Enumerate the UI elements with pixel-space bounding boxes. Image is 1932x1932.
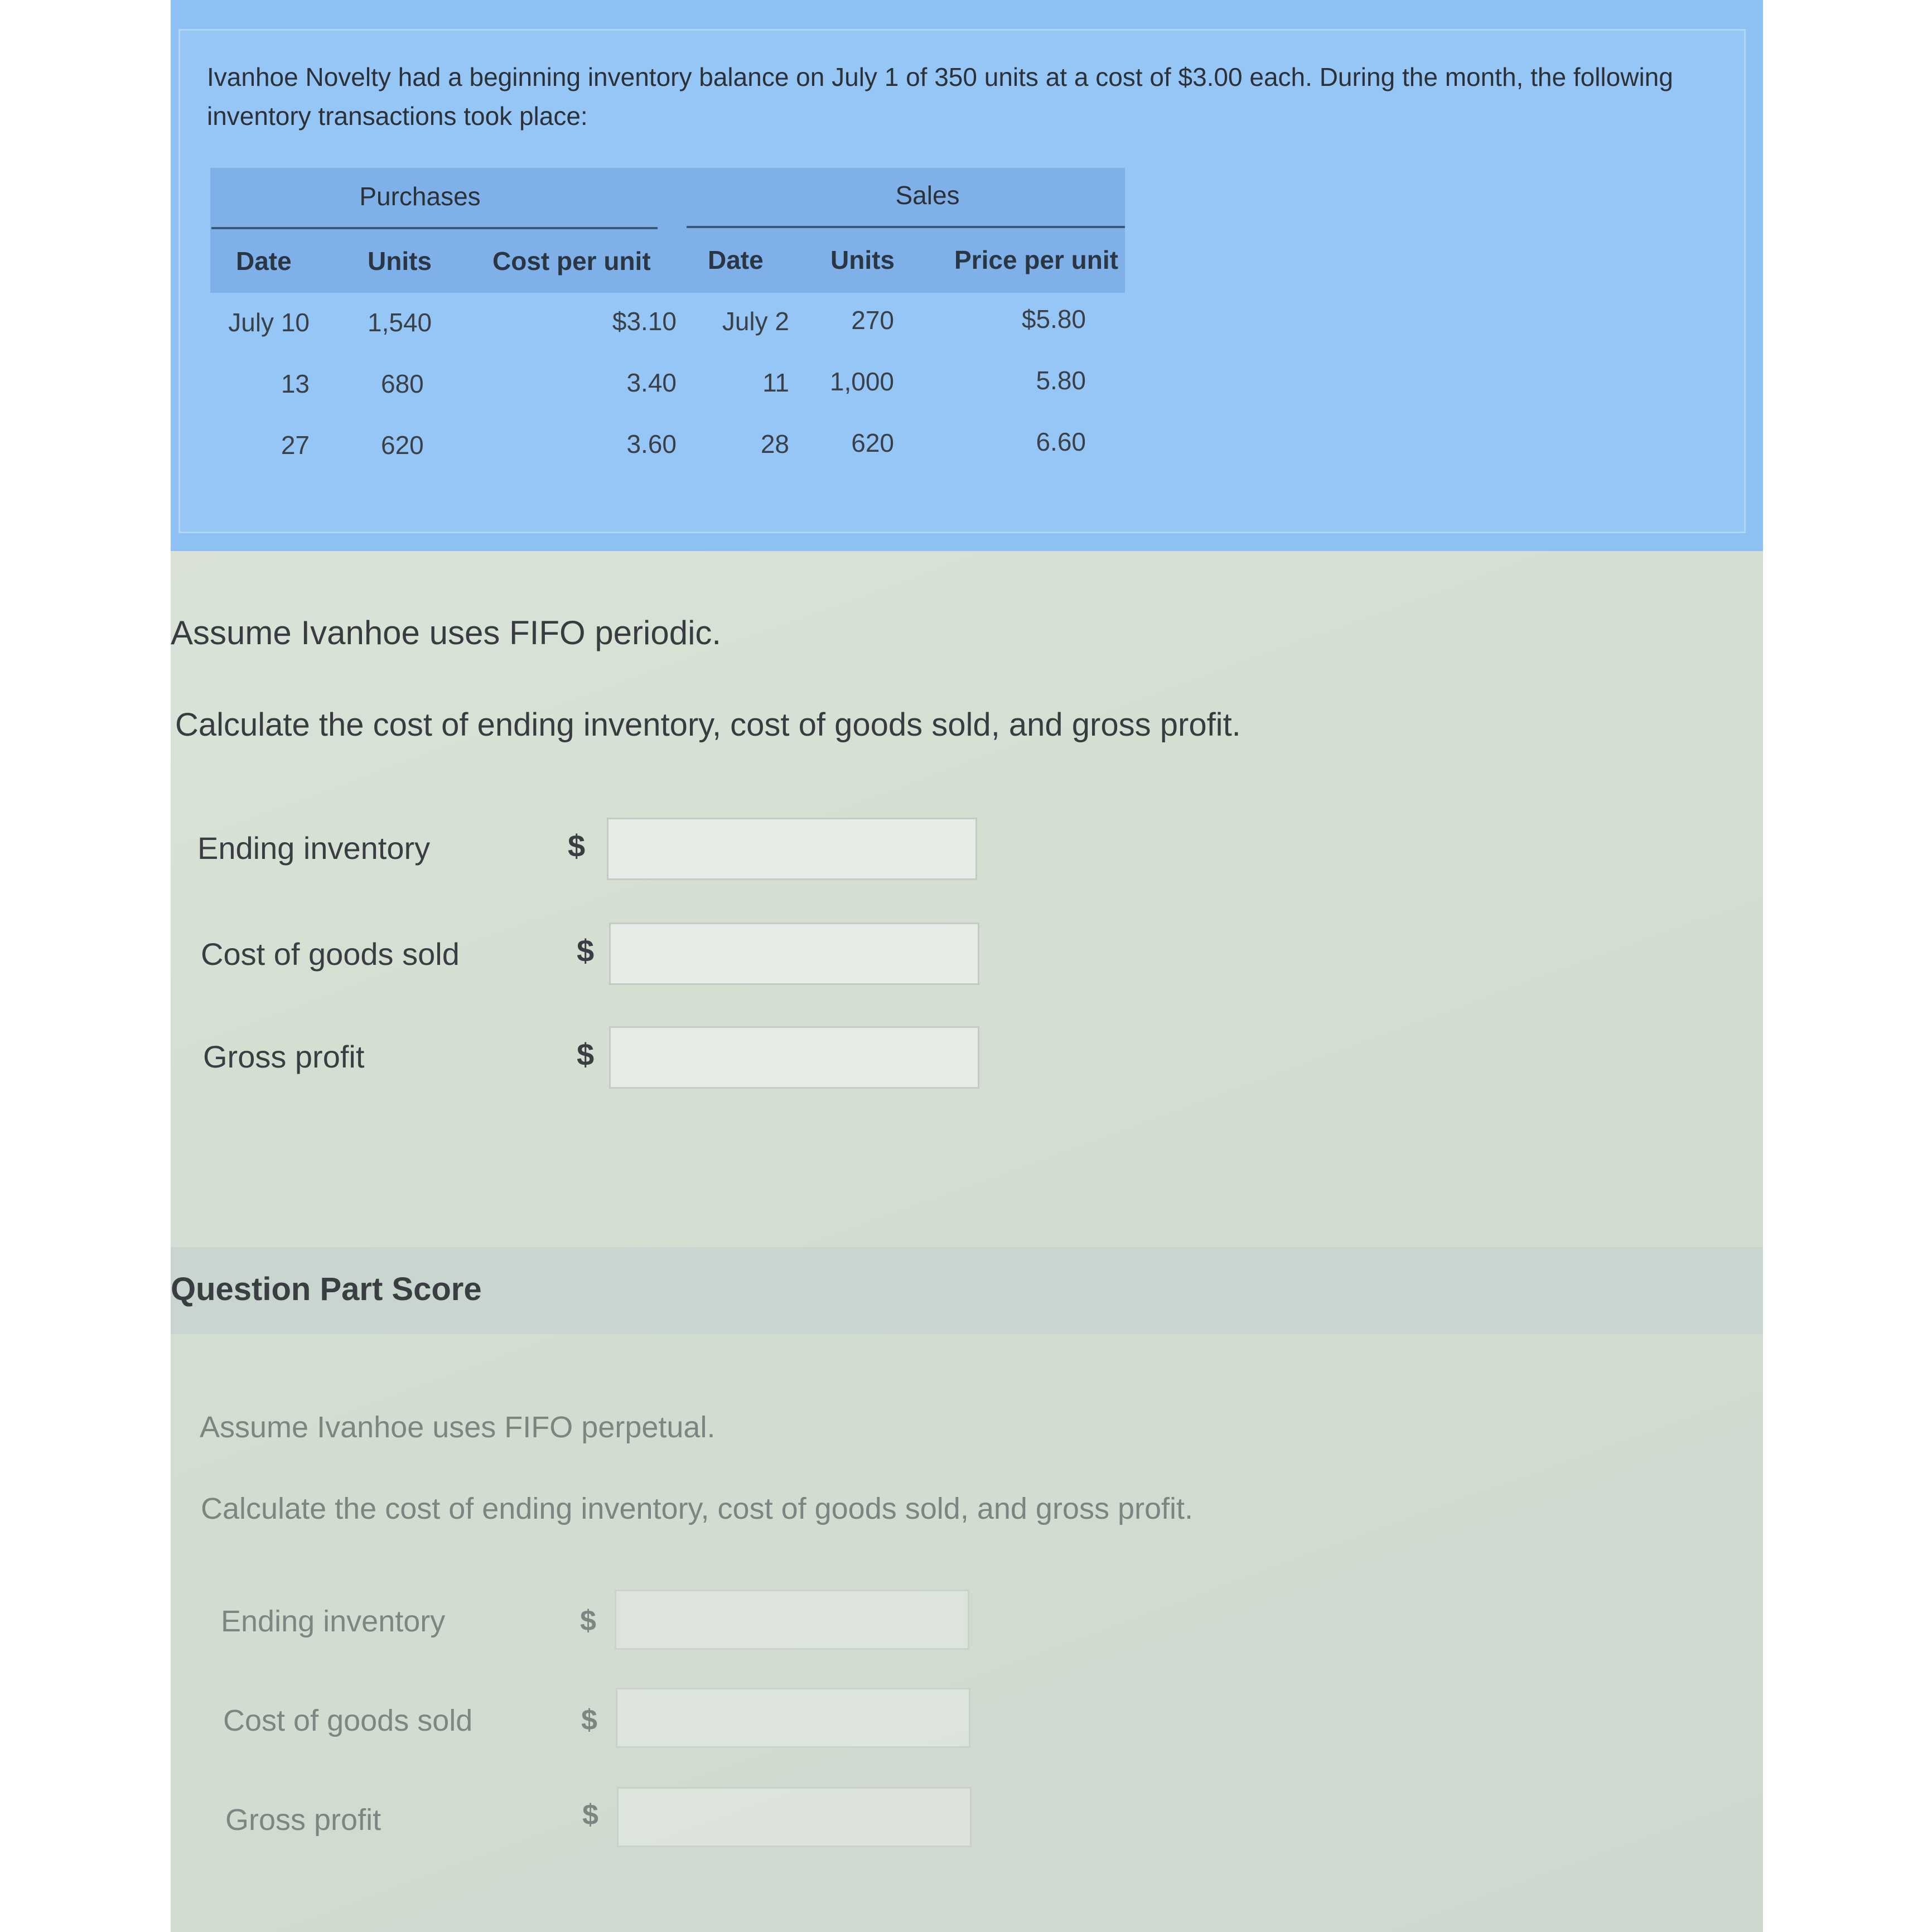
sales-price: 6.60 xyxy=(1036,427,1086,456)
purchase-col-date: Date xyxy=(236,247,292,276)
dollar-sign: $ xyxy=(568,828,586,863)
sales-units: 1,000 xyxy=(829,367,894,396)
sales-date: 28 xyxy=(760,429,789,458)
sales-date: July 2 xyxy=(722,307,789,336)
purchase-units: 680 xyxy=(381,369,424,398)
sales-group-label: Sales xyxy=(895,181,960,210)
part2-instruction: Calculate the cost of ending inventory, cost of goods sold, and gross profit. xyxy=(201,1492,1194,1525)
purchase-date: 27 xyxy=(281,431,310,460)
part1-assumption: Assume Ivanhoe uses FIFO periodic. xyxy=(171,614,722,651)
sales-col-price: Price per unit xyxy=(954,245,1118,274)
sales-col-date: Date xyxy=(708,245,764,274)
part1-cogs-label: Cost of goods sold xyxy=(201,936,460,972)
dollar-sign: $ xyxy=(580,1605,596,1637)
question-part-score-bar xyxy=(171,1247,1763,1334)
problem-panel xyxy=(171,0,1763,551)
purchase-col-cost: Cost per unit xyxy=(492,247,651,276)
part2-gross-profit-input[interactable] xyxy=(617,1787,972,1847)
dollar-sign: $ xyxy=(582,1799,598,1831)
sales-date: 11 xyxy=(762,368,789,397)
purchase-date: 13 xyxy=(281,369,310,398)
purchase-col-units: Units xyxy=(368,247,432,276)
sales-price: $5.80 xyxy=(1021,305,1086,334)
purchase-cost: 3.40 xyxy=(626,368,677,397)
sales-group-rule xyxy=(687,226,1125,228)
part1-instruction: Calculate the cost of ending inventory, cost of goods sold, and gross profit. xyxy=(175,707,1241,743)
sales-units: 270 xyxy=(851,306,894,335)
part2-cogs-input[interactable] xyxy=(616,1688,970,1748)
question-screen xyxy=(171,0,1763,1932)
part2-assumption: Assume Ivanhoe uses FIFO perpetual. xyxy=(200,1411,716,1444)
part1-ending-inventory-input[interactable] xyxy=(607,818,977,880)
purchase-cost: $3.10 xyxy=(612,307,677,336)
part2-ending-inventory-label: Ending inventory xyxy=(221,1605,446,1638)
purchase-date: July 10 xyxy=(228,308,310,337)
part1-gross-profit-input[interactable] xyxy=(609,1026,979,1089)
part1-cogs-input[interactable] xyxy=(609,922,979,985)
purchase-cost: 3.60 xyxy=(626,429,677,458)
purchase-units: 1,540 xyxy=(368,308,432,337)
problem-intro: Ivanhoe Novelty had a beginning inventory balance on July 1 of 350 units at a cost of $3.00 each. During the month, the following inventory transactions took place: xyxy=(207,62,1673,131)
sales-col-units: Units xyxy=(830,245,895,274)
sales-units: 620 xyxy=(851,428,894,457)
part2-cogs-label: Cost of goods sold xyxy=(223,1704,473,1737)
dollar-sign: $ xyxy=(577,933,595,968)
problem-box xyxy=(178,29,1746,533)
part1-ending-inventory-label: Ending inventory xyxy=(197,830,431,866)
purchases-group-label: Purchases xyxy=(359,182,481,211)
part1-gross-profit-label: Gross profit xyxy=(203,1039,365,1074)
dollar-sign: $ xyxy=(581,1704,597,1736)
dollar-sign: $ xyxy=(577,1037,595,1072)
question-part-score-label: Question Part Score xyxy=(171,1271,482,1307)
part2-gross-profit-label: Gross profit xyxy=(225,1803,381,1837)
part2-ending-inventory-input[interactable] xyxy=(615,1590,969,1650)
sales-price: 5.80 xyxy=(1036,366,1086,395)
purchase-units: 620 xyxy=(381,431,424,460)
purchases-group-rule xyxy=(211,227,658,229)
